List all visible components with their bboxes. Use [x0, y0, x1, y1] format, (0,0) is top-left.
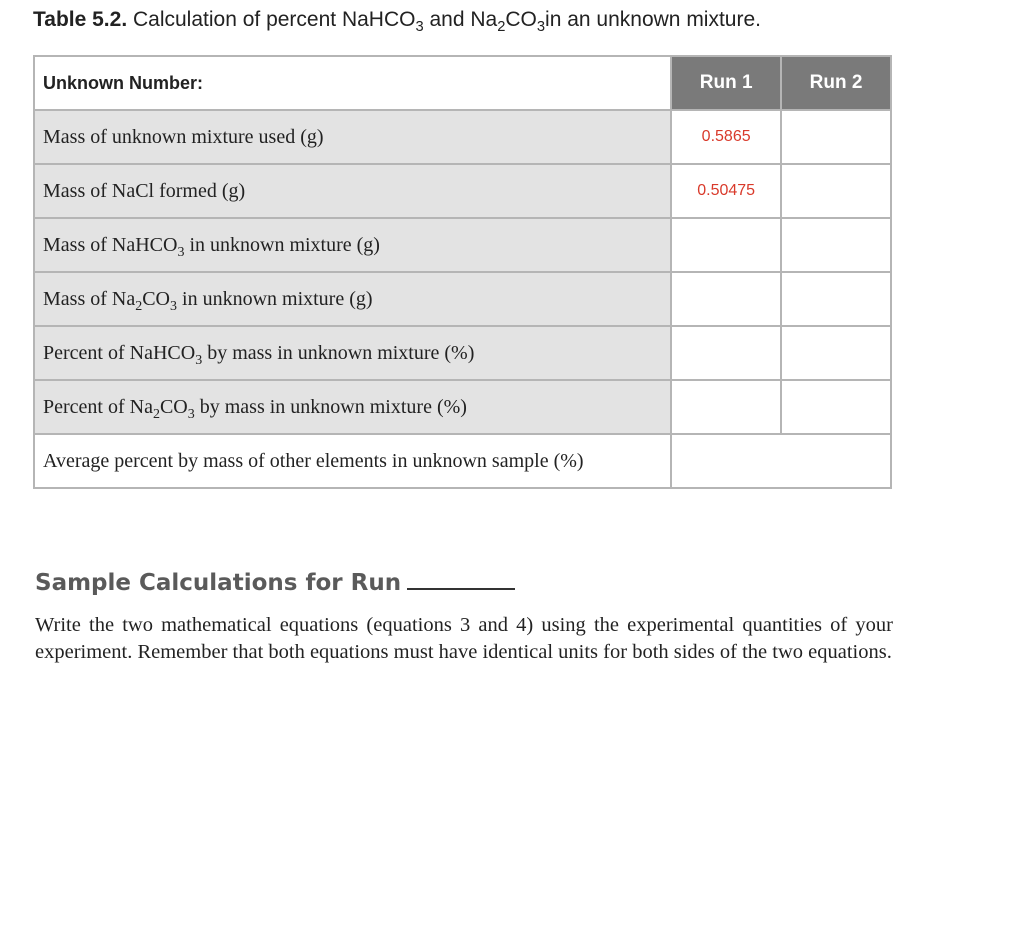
row-label-subscript: 3 [195, 352, 203, 368]
run1-value-cell[interactable] [671, 218, 781, 272]
run1-value-cell[interactable] [671, 326, 781, 380]
row-label-text: by mass in unknown mixture (%) [202, 341, 475, 364]
row-label-text: Mass of NaHCO [43, 233, 178, 256]
run1-header: Run 1 [671, 56, 781, 110]
row-label [34, 326, 671, 380]
unknown-number-label: Unknown Number: [34, 56, 671, 110]
row-label-subscript: 3 [170, 298, 178, 314]
row-label-subscript: 3 [177, 244, 185, 260]
run1-value-cell[interactable] [671, 272, 781, 326]
average-value-cell[interactable] [671, 434, 891, 488]
run2-value-cell[interactable] [781, 218, 891, 272]
run2-value-cell[interactable] [781, 380, 891, 434]
row-label-subscript: 2 [135, 298, 143, 314]
table-row [34, 272, 891, 326]
row-label-text: CO [142, 287, 171, 310]
caption-text: and Na [423, 8, 498, 31]
row-label-text: CO [159, 395, 188, 418]
row-label-text: in unknown mixture (g) [177, 287, 373, 310]
run1-value-cell[interactable]: 0.5865 [671, 110, 781, 164]
run2-value-cell[interactable] [781, 164, 891, 218]
row-label-text: Mass of unknown mixture used (g) [43, 125, 324, 148]
run2-header: Run 2 [781, 56, 891, 110]
table-row [34, 110, 891, 164]
table-header-row [34, 56, 891, 110]
row-label [34, 272, 671, 326]
table-row [34, 380, 891, 434]
run1-value-cell[interactable] [671, 380, 781, 434]
caption-subscript: 3 [536, 19, 546, 36]
row-label-text: by mass in unknown mixture (%) [194, 395, 467, 418]
run2-value-cell[interactable] [781, 326, 891, 380]
run2-value-cell[interactable] [781, 110, 891, 164]
row-label [34, 218, 671, 272]
row-label-text: in unknown mixture (g) [184, 233, 380, 256]
row-label-subscript: 3 [187, 406, 195, 422]
row-label-subscript: 2 [152, 406, 160, 422]
row-label-text: Mass of Na [43, 287, 136, 310]
row-label [34, 110, 671, 164]
caption-text: in an unknown mixture. [545, 8, 761, 31]
table-caption [33, 8, 761, 36]
sample-title-text: Sample Calculations for Run [35, 570, 402, 596]
row-label-text: Percent of Na [43, 395, 153, 418]
row-label [34, 380, 671, 434]
row-label-text: Mass of NaCl formed (g) [43, 179, 246, 202]
run-number-blank [407, 587, 515, 590]
instructions-paragraph: Write the two mathematical equations (equations 3 and 4) using the experimental quantities of your experiment. Remember that both equations must have identical units for both sides of the two equations. [35, 614, 893, 663]
row-label-text: Average percent by mass of other elements in unknown sample (%) [43, 449, 584, 472]
table-row [34, 218, 891, 272]
row-label [34, 164, 671, 218]
row-label [34, 434, 671, 488]
caption-subscript: 2 [497, 19, 506, 36]
caption-text: CO [505, 8, 537, 31]
caption-label: Table 5.2. [33, 8, 128, 31]
sample-calculations-title [35, 570, 515, 596]
run1-value-cell[interactable]: 0.50475 [671, 164, 781, 218]
table-row [34, 326, 891, 380]
data-table [33, 55, 892, 489]
row-label-text: Percent of NaHCO [43, 341, 196, 364]
caption-subscript: 3 [415, 19, 424, 36]
run2-value-cell[interactable] [781, 272, 891, 326]
table-row [34, 164, 891, 218]
caption-text: Calculation of percent NaHCO [127, 8, 416, 31]
table-row [34, 434, 891, 488]
